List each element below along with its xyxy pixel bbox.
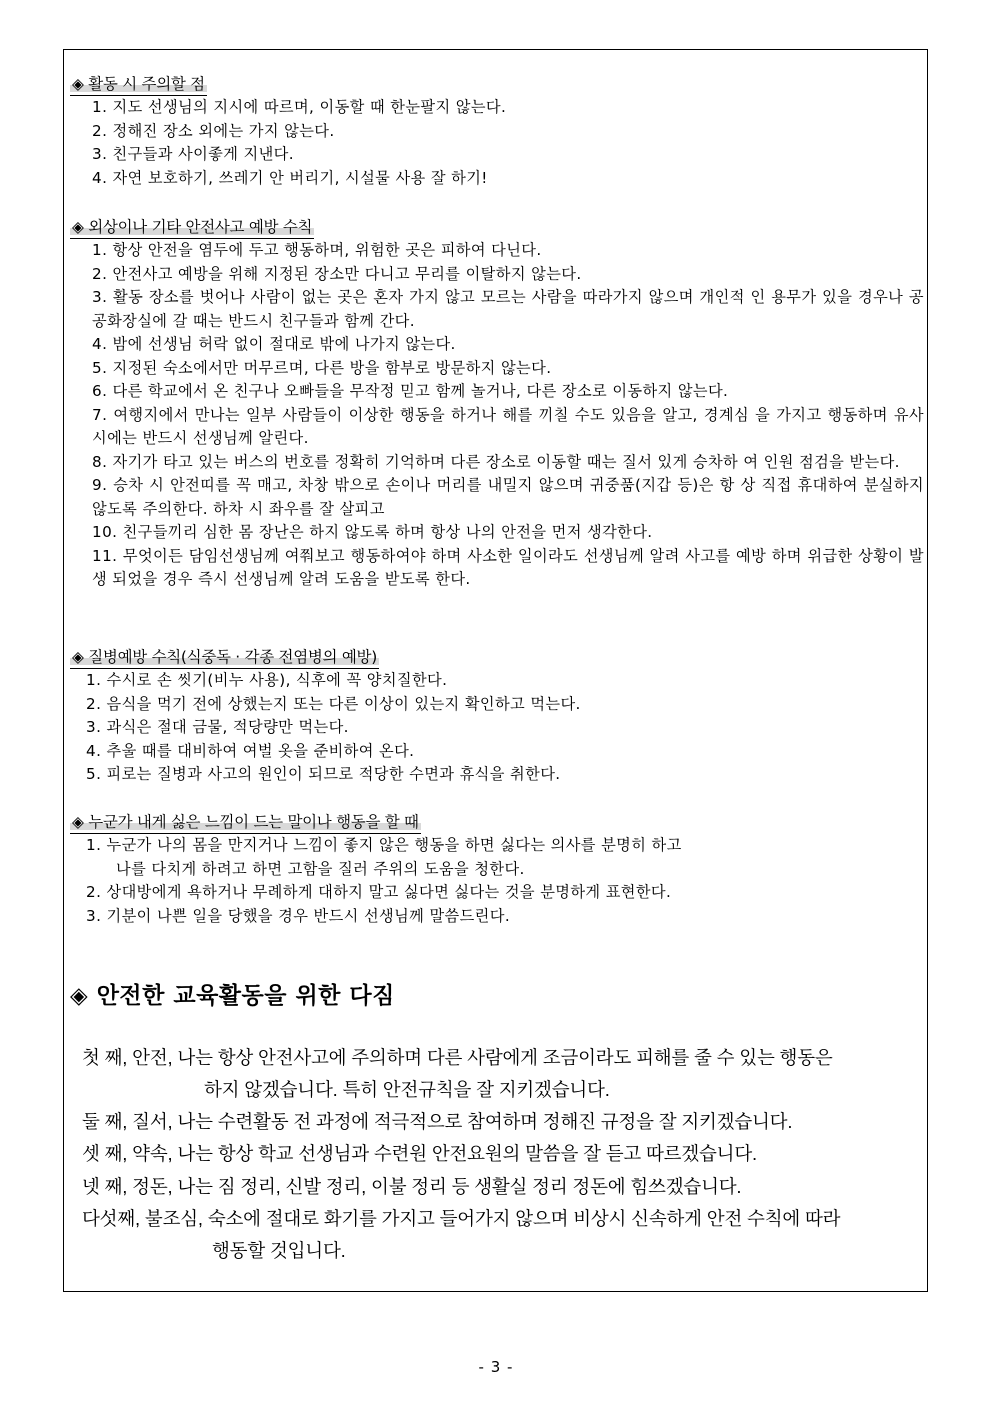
section-activity-cautions (64, 73, 927, 190)
section-heading: ◈ 활동 시 주의할 점 (70, 73, 207, 96)
pledge-continuation: 행동할 것입니다. (212, 1240, 346, 1261)
pledge-text: 나는 항상 학교 선생님과 수련원 안전요원의 말씀을 잘 듣고 따르겠습니다. (177, 1143, 757, 1164)
section-heading: ◈ 질병예방 수칙(식중독 · 각종 전염병의 예방) (70, 646, 379, 669)
pledge-label: 첫 째, 안전, (82, 1047, 173, 1068)
pledge-label: 셋 째, 약속, (82, 1143, 173, 1164)
section-accident-prevention (64, 216, 927, 592)
pledge-text: 나는 항상 안전사고에 주의하며 다른 사람에게 조금이라도 피해를 줄 수 있는 행동은 (177, 1047, 833, 1068)
list-item: 6. 다른 학교에서 온 친구나 오빠들을 무작정 믿고 함께 놀거나, 다른 장소로 이동하지 않는다. (92, 382, 729, 400)
pledge-item (82, 1203, 907, 1267)
content-frame (63, 49, 928, 1292)
pledge-label: 넷 째, 정돈, (82, 1176, 173, 1197)
list-item: 1. 지도 선생님의 지시에 따르며, 이동할 때 한눈팔지 않는다. (92, 98, 507, 116)
list-item: 3. 활동 장소를 벗어나 사람이 없는 곳은 혼자 가지 않고 모르는 사람을 따라가지 않으며 개인적 인 용무가 있을 경우나 공공화장실에 갈 때는 반드시 친구들과 함께 간다. (92, 288, 924, 330)
list-item: 2. 안전사고 예방을 위해 지정된 장소만 다니고 무리를 이탈하지 않는다. (92, 264, 582, 283)
list-item-continuation: 나를 다치게 하려고 하면 고함을 질러 주위의 도움을 청한다. (116, 859, 525, 878)
pledge-item (82, 1042, 907, 1106)
section-disease-prevention (64, 646, 927, 787)
list-item: 1. 수시로 손 씻기(비누 사용), 식후에 꼭 양치질한다. (86, 671, 448, 689)
section-heading: ◈ 누군가 내게 싫은 느낌이 드는 말이나 행동을 할 때 (70, 811, 421, 834)
pledge-continuation: 하지 않겠습니다. 특히 안전규칙을 잘 지키겠습니다. (204, 1079, 610, 1100)
list-item: 4. 밤에 선생님 허락 없이 절대로 밖에 나가지 않는다. (92, 335, 456, 353)
list-item: 10. 친구들끼리 심한 몸 장난은 하지 않도록 하며 항상 나의 안전을 먼저 생각한다. (92, 523, 653, 541)
list-item: 2. 정해진 장소 외에는 가지 않는다. (92, 121, 335, 140)
list-item: 2. 음식을 먹기 전에 상했는지 또는 다른 이상이 있는지 확인하고 먹는다. (86, 694, 581, 713)
pledge-item (82, 1106, 907, 1138)
list-item: 2. 상대방에게 욕하거나 무례하게 대하지 말고 싫다면 싫다는 것을 분명하게 표현한다. (86, 883, 672, 901)
list-item: 7. 여행지에서 만나는 일부 사람들이 이상한 행동을 하거나 해를 끼칠 수도 있음을 알고, 경계심 을 가지고 행동하며 유사시에는 반드시 선생님께 알린다. (92, 405, 924, 447)
list-item: 11. 무엇이든 담임선생님께 여쭤보고 행동하여야 하며 사소한 일이라도 선생님께 알려 사고를 예방 하며 위급한 상황이 발생 되었을 경우 즉시 선생님께 알려 도움을 받도록 한다. (92, 546, 924, 588)
list-item: 8. 자기가 타고 있는 버스의 번호를 정확히 기억하며 다른 장소로 이동할 때는 질서 있게 승차하 여 인원 점검을 받는다. (92, 452, 900, 471)
list-item: 9. 승차 시 안전띠를 꼭 매고, 차창 밖으로 손이나 머리를 내밀지 않으며 귀중품(지갑 등)은 항 상 직접 휴대하여 분실하지 않도록 주의한다. 하차 시 좌우를 잘 살피고 (92, 476, 924, 518)
pledge-text: 숙소에 절대로 화기를 가지고 들어가지 않으며 비상시 신속하게 안전 수칙에 따라 (207, 1208, 841, 1229)
list-item: 1. 누군가 나의 몸을 만지거나 느낌이 좋지 않은 행동을 하면 싫다는 의사를 분명히 하고 (86, 836, 682, 854)
list-item: 3. 기분이 나쁜 일을 당했을 경우 반드시 선생님께 말씀드린다. (86, 906, 511, 925)
pledge-label: 다섯째, 불조심, (82, 1208, 203, 1229)
list-item: 5. 지정된 숙소에서만 머무르며, 다른 방을 함부로 방문하지 않는다. (92, 358, 552, 377)
list-item: 1. 항상 안전을 염두에 두고 행동하며, 위험한 곳은 피하여 다닌다. (92, 241, 542, 259)
list-item: 3. 과식은 절대 금물, 적당량만 먹는다. (86, 718, 349, 736)
section-heading: ◈ 외상이나 기타 안전사고 예방 수칙 (70, 216, 314, 239)
page-number: - 3 - (478, 1358, 514, 1376)
pledge-label: 둘 째, 질서, (82, 1111, 173, 1132)
list-item: 5. 피로는 질병과 사고의 원인이 되므로 적당한 수면과 휴식을 취한다. (86, 765, 561, 783)
list-item: 4. 자연 보호하기, 쓰레기 안 버리기, 시설물 사용 잘 하기! (92, 168, 488, 187)
pledge-item (82, 1171, 907, 1203)
pledge-text: 나는 짐 정리, 신발 정리, 이불 정리 등 생활실 정리 정돈에 힘쓰겠습니다. (177, 1176, 742, 1197)
pledge-item (82, 1138, 907, 1170)
list-item: 3. 친구들과 사이좋게 지낸다. (92, 145, 294, 163)
list-item: 4. 추울 때를 대비하여 여벌 옷을 준비하여 온다. (86, 741, 415, 760)
pledge-heading: ◈ 안전한 교육활동을 위한 다짐 (70, 983, 395, 1009)
section-unwanted-behavior (64, 811, 927, 928)
pledge-text: 나는 수련활동 전 과정에 적극적으로 참여하며 정해진 규정을 잘 지키겠습니다. (177, 1111, 793, 1132)
